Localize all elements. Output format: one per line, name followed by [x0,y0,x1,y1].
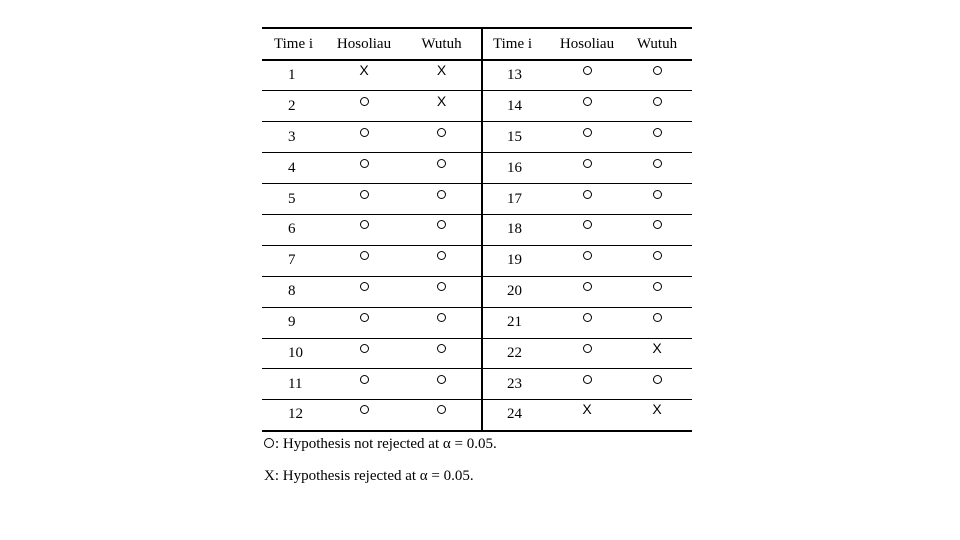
hosoliau-result-cell-right [552,91,622,122]
time-cell-right: 15 [482,122,552,153]
header-time-left: Time i [262,28,326,60]
wutuh-result-cell-left [402,276,482,307]
time-cell-right: 18 [482,214,552,245]
x-mark: X [652,339,662,356]
wutuh-result-cell-right [622,60,692,91]
hosoliau-result-cell-right [552,276,622,307]
wutuh-result-cell-right [622,122,692,153]
circle-icon [583,159,592,168]
table-row [262,60,692,91]
circle-icon [437,282,446,291]
header-hosoliau-right: Hosoliau [552,28,622,60]
legend-x-symbol: X [264,468,275,485]
hosoliau-result-cell-right [552,338,622,369]
circle-icon [360,405,369,414]
circle-icon [360,251,369,260]
wutuh-result-cell-left [402,307,482,338]
circle-icon [360,190,369,199]
wutuh-result-cell-left [402,153,482,184]
circle-icon [653,159,662,168]
circle-icon [360,375,369,384]
circle-icon [437,251,446,260]
time-cell-left: 2 [262,91,326,122]
hosoliau-result-cell-left [326,276,402,307]
time-cell-left: 7 [262,245,326,276]
hosoliau-result-cell-left [326,184,402,215]
wutuh-result-cell-right [622,91,692,122]
time-cell-left: 5 [262,184,326,215]
x-mark: X [582,401,592,418]
circle-icon [360,159,369,168]
circle-icon [437,220,446,229]
hosoliau-result-cell-left [326,153,402,184]
hosoliau-result-cell-right [552,153,622,184]
circle-icon [653,190,662,199]
results-table-container [262,27,692,432]
wutuh-result-cell-right [622,400,692,431]
hosoliau-result-cell-left [326,122,402,153]
time-cell-left: 8 [262,276,326,307]
time-cell-left: 1 [262,60,326,91]
time-cell-right: 17 [482,184,552,215]
circle-icon [437,313,446,322]
wutuh-result-cell-left [402,214,482,245]
circle-icon [653,66,662,75]
time-cell-right: 22 [482,338,552,369]
table-row [262,338,692,369]
circle-icon [437,405,446,414]
wutuh-result-cell-right [622,245,692,276]
circle-icon [653,97,662,106]
wutuh-result-cell-right [622,214,692,245]
circle-icon [360,282,369,291]
wutuh-result-cell-left [402,91,482,122]
time-cell-left: 9 [262,307,326,338]
circle-icon [583,344,592,353]
time-cell-left: 3 [262,122,326,153]
legend-not-rejected-text: : Hypothesis not rejected at α = 0.05. [275,436,497,452]
table-row [262,122,692,153]
circle-icon [583,66,592,75]
hosoliau-result-cell-right [552,60,622,91]
circle-icon [583,375,592,384]
table-row [262,276,692,307]
circle-icon [360,97,369,106]
hosoliau-result-cell-left [326,214,402,245]
wutuh-result-cell-right [622,153,692,184]
header-wutuh-right: Wutuh [622,28,692,60]
wutuh-result-cell-right [622,307,692,338]
time-cell-right: 21 [482,307,552,338]
legend-rejected [264,468,474,485]
time-cell-right: 14 [482,91,552,122]
circle-icon [360,128,369,137]
time-cell-left: 11 [262,369,326,400]
hosoliau-result-cell-right [552,245,622,276]
time-cell-left: 10 [262,338,326,369]
table-row [262,245,692,276]
wutuh-result-cell-left [402,245,482,276]
table-row [262,91,692,122]
legend-not-rejected [264,436,497,453]
hosoliau-result-cell-right [552,214,622,245]
wutuh-result-cell-left [402,60,482,91]
time-cell-right: 20 [482,276,552,307]
x-mark: X [359,62,369,79]
circle-icon [264,438,274,448]
wutuh-result-cell-right [622,369,692,400]
x-mark: X [652,401,662,418]
hosoliau-result-cell-left [326,307,402,338]
wutuh-result-cell-right [622,184,692,215]
time-cell-right: 19 [482,245,552,276]
table-row [262,214,692,245]
wutuh-result-cell-left [402,122,482,153]
header-hosoliau-left: Hosoliau [326,28,402,60]
circle-icon [437,128,446,137]
circle-icon [437,190,446,199]
legend-rejected-text: : Hypothesis rejected at α = 0.05. [274,468,474,484]
circle-icon [653,313,662,322]
time-cell-left: 12 [262,400,326,431]
time-cell-right: 24 [482,400,552,431]
circle-icon [653,220,662,229]
hosoliau-result-cell-left [326,245,402,276]
time-cell-right: 16 [482,153,552,184]
table-header-row [262,28,692,60]
wutuh-result-cell-left [402,338,482,369]
table-row [262,369,692,400]
hosoliau-result-cell-left [326,338,402,369]
circle-icon [653,282,662,291]
circle-icon [360,313,369,322]
table-row [262,307,692,338]
table-row [262,400,692,431]
circle-icon [653,375,662,384]
table-row [262,153,692,184]
circle-icon [583,313,592,322]
x-mark: X [436,92,447,109]
table-row [262,184,692,215]
time-cell-left: 4 [262,153,326,184]
hosoliau-result-cell-right [552,400,622,431]
hosoliau-result-cell-right [552,184,622,215]
circle-icon [360,344,369,353]
hosoliau-result-cell-left [326,91,402,122]
wutuh-result-cell-left [402,184,482,215]
hosoliau-result-cell-left [326,369,402,400]
circle-icon [583,128,592,137]
header-time-right: Time i [482,28,552,60]
time-cell-left: 6 [262,214,326,245]
results-table [262,27,692,432]
circle-icon [583,97,592,106]
circle-icon [583,220,592,229]
hosoliau-result-cell-left [326,60,402,91]
time-cell-right: 13 [482,60,552,91]
table-body [262,60,692,431]
wutuh-result-cell-left [402,369,482,400]
wutuh-result-cell-right [622,276,692,307]
circle-icon [437,344,446,353]
header-wutuh-left: Wutuh [402,28,482,60]
circle-icon [583,251,592,260]
circle-icon [653,251,662,260]
circle-icon [583,190,592,199]
circle-icon [360,220,369,229]
wutuh-result-cell-left [402,400,482,431]
time-cell-right: 23 [482,369,552,400]
hosoliau-result-cell-left [326,400,402,431]
circle-icon [437,159,446,168]
wutuh-result-cell-right [622,338,692,369]
hosoliau-result-cell-right [552,307,622,338]
hosoliau-result-cell-right [552,369,622,400]
circle-icon [437,375,446,384]
x-mark: X [436,62,447,79]
circle-icon [653,128,662,137]
circle-icon [583,282,592,291]
hosoliau-result-cell-right [552,122,622,153]
